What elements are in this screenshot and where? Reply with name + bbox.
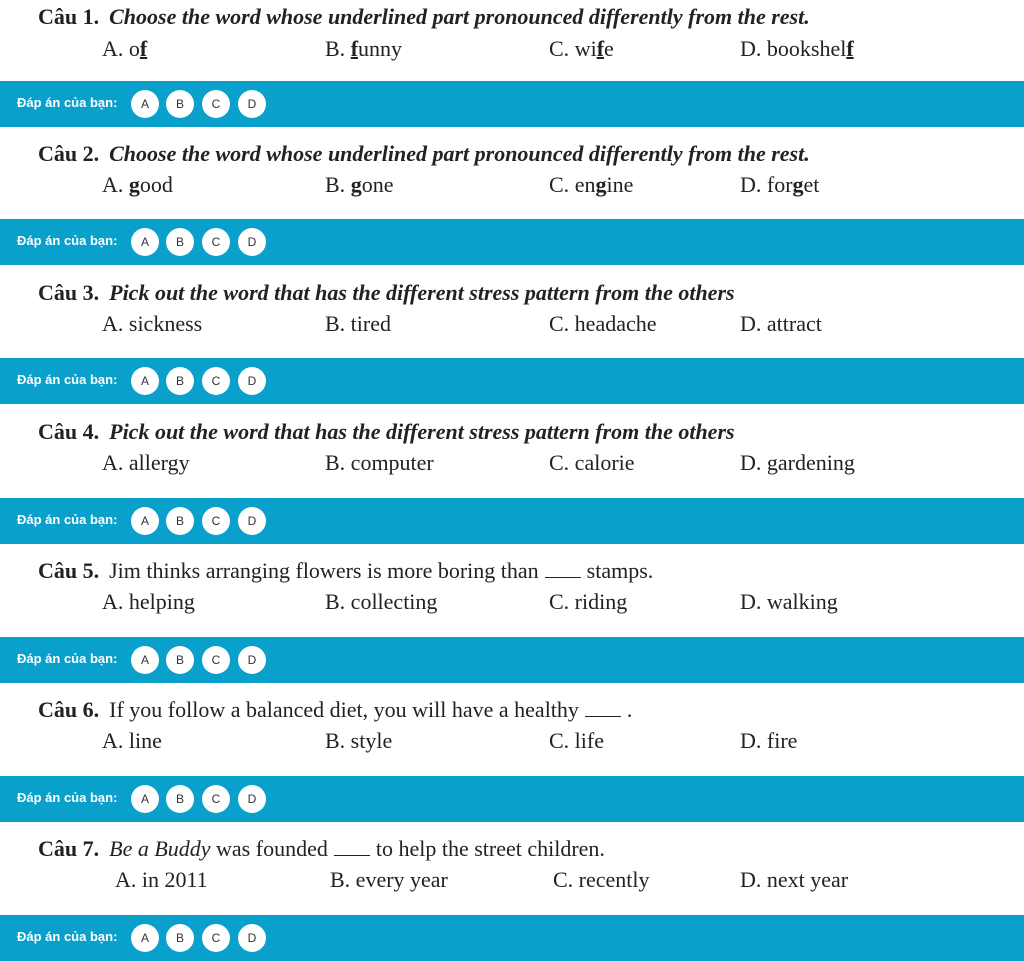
highlighted-part: g — [595, 172, 607, 197]
option-b: B. tired — [325, 311, 391, 336]
question-prompt-end: to help the street children. — [375, 836, 605, 861]
answer-bar-7 — [0, 915, 1024, 961]
question-7-text — [38, 836, 605, 862]
answer-blank — [545, 563, 581, 578]
question-4-text — [38, 419, 735, 445]
option-a: A. sickness — [102, 311, 203, 336]
option-a: A. in 2011 — [115, 867, 208, 892]
question-prompt-title: Be a Buddy — [109, 836, 211, 861]
question-6-text — [38, 697, 632, 723]
option-c: C. headache — [549, 311, 657, 336]
answer-choice-a[interactable]: A — [131, 785, 159, 813]
answer-label: Đáp án của bạn: — [17, 372, 118, 387]
question-prompt: Choose the word whose underlined part pronounced differently from the rest. — [109, 4, 810, 29]
question-number: Câu 5. — [38, 558, 100, 583]
option-d: D. bookshelf — [740, 36, 854, 61]
answer-bar-4 — [0, 498, 1024, 544]
question-3-text — [38, 280, 735, 306]
highlighted-part: g — [350, 172, 362, 197]
question-prompt: Pick out the word that has the different stress pattern from the others — [109, 280, 735, 305]
answer-choice-c[interactable]: C — [202, 367, 230, 395]
answer-choice-a[interactable]: A — [131, 90, 159, 118]
highlighted-part: g — [792, 172, 804, 197]
option-a: A. good — [102, 172, 173, 197]
question-prompt: Jim thinks arranging flowers is more boring than — [109, 558, 539, 583]
answer-choice-c[interactable]: C — [202, 924, 230, 952]
question-prompt: Pick out the word that has the different stress pattern from the others — [109, 419, 735, 444]
answer-choice-d[interactable]: D — [238, 367, 266, 395]
option-c: C. calorie — [549, 450, 635, 475]
answer-choice-d[interactable]: D — [238, 90, 266, 118]
answer-blank — [334, 841, 370, 856]
option-b: B. collecting — [325, 589, 438, 614]
option-b: B. funny — [325, 36, 403, 61]
answer-choice-a[interactable]: A — [131, 646, 159, 674]
answer-choice-b[interactable]: B — [166, 924, 194, 952]
answer-choice-c[interactable]: C — [202, 646, 230, 674]
answer-choice-b[interactable]: B — [166, 646, 194, 674]
answer-bar-2 — [0, 219, 1024, 265]
option-a: A. allergy — [102, 450, 190, 475]
question-prompt-end: . — [626, 697, 633, 722]
option-d: D. attract — [740, 311, 822, 336]
answer-label: Đáp án của bạn: — [17, 651, 118, 666]
answer-choice-c[interactable]: C — [202, 228, 230, 256]
question-number: Câu 6. — [38, 697, 100, 722]
answer-choice-a[interactable]: A — [131, 367, 159, 395]
answer-choice-d[interactable]: D — [238, 785, 266, 813]
answer-bar-3 — [0, 358, 1024, 404]
underlined-part: f — [596, 36, 605, 61]
option-c: C. wife — [549, 36, 614, 61]
answer-choice-c[interactable]: C — [202, 785, 230, 813]
option-d: D. forget — [740, 172, 820, 197]
question-prompt: If you follow a balanced diet, you will have a healthy — [109, 697, 579, 722]
answer-label: Đáp án của bạn: — [17, 929, 118, 944]
answer-label: Đáp án của bạn: — [17, 233, 118, 248]
answer-bar-1 — [0, 81, 1024, 127]
question-2-text — [38, 141, 810, 167]
option-d: D. gardening — [740, 450, 855, 475]
question-number: Câu 3. — [38, 280, 100, 305]
answer-choice-c[interactable]: C — [202, 90, 230, 118]
option-b: B. every year — [330, 867, 448, 892]
option-a: A. helping — [102, 589, 195, 614]
option-b: B. style — [325, 728, 393, 753]
answer-label: Đáp án của bạn: — [17, 512, 118, 527]
answer-bar-6 — [0, 776, 1024, 822]
question-prompt-end: stamps. — [586, 558, 654, 583]
option-a: A. of — [102, 36, 148, 61]
answer-bar-5 — [0, 637, 1024, 683]
question-number: Câu 2. — [38, 141, 100, 166]
answer-choice-a[interactable]: A — [131, 228, 159, 256]
answer-blank — [585, 702, 621, 717]
answer-label: Đáp án của bạn: — [17, 95, 118, 110]
answer-choice-b[interactable]: B — [166, 367, 194, 395]
answer-choice-a[interactable]: A — [131, 924, 159, 952]
underlined-part: f — [139, 36, 148, 61]
answer-choice-d[interactable]: D — [238, 646, 266, 674]
option-d: D. walking — [740, 589, 838, 614]
question-number: Câu 1. — [38, 4, 100, 29]
question-1-text — [38, 4, 810, 30]
question-number: Câu 4. — [38, 419, 100, 444]
answer-choice-d[interactable]: D — [238, 228, 266, 256]
answer-choice-c[interactable]: C — [202, 507, 230, 535]
option-b: B. computer — [325, 450, 434, 475]
question-number: Câu 7. — [38, 836, 100, 861]
option-c: C. engine — [549, 172, 634, 197]
highlighted-part: g — [128, 172, 140, 197]
answer-choice-d[interactable]: D — [238, 924, 266, 952]
option-b: B. gone — [325, 172, 394, 197]
option-d: D. next year — [740, 867, 849, 892]
option-c: C. recently — [553, 867, 650, 892]
option-d: D. fire — [740, 728, 798, 753]
underlined-part: f — [350, 36, 359, 61]
question-5-text — [38, 558, 653, 584]
option-c: C. riding — [549, 589, 628, 614]
answer-choice-b[interactable]: B — [166, 507, 194, 535]
question-prompt: Choose the word whose underlined part pronounced differently from the rest. — [109, 141, 810, 166]
answer-choice-b[interactable]: B — [166, 785, 194, 813]
answer-choice-b[interactable]: B — [166, 90, 194, 118]
answer-choice-d[interactable]: D — [238, 507, 266, 535]
question-prompt: was founded — [216, 836, 328, 861]
option-c: C. life — [549, 728, 604, 753]
answer-choice-b[interactable]: B — [166, 228, 194, 256]
answer-label: Đáp án của bạn: — [17, 790, 118, 805]
option-a: A. line — [102, 728, 162, 753]
answer-choice-a[interactable]: A — [131, 507, 159, 535]
underlined-part: f — [846, 36, 854, 61]
